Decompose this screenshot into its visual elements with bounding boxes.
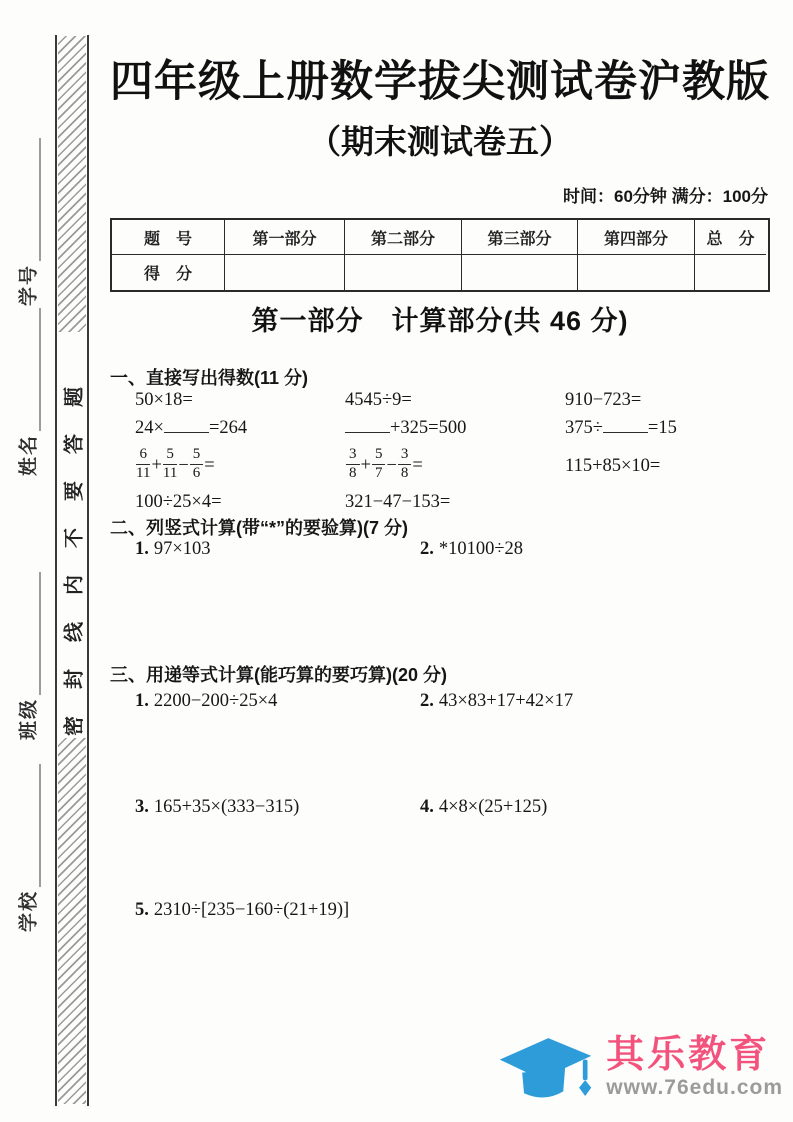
- score-row-label: 得 分: [112, 255, 225, 290]
- class-label: 班级: [18, 697, 40, 740]
- problem-expression: *10100÷28: [438, 539, 524, 559]
- student-number-label: 学号: [18, 263, 40, 306]
- name-field: [14, 308, 41, 476]
- mental-math-problem: 115+85×10=: [565, 456, 661, 476]
- column-calc-problem: [420, 539, 523, 560]
- problem-number: 5.: [135, 900, 149, 920]
- stepwise-calc-problem: [420, 797, 547, 818]
- section2-heading: 二、列竖式计算(带“*”的要验算)(7 分): [110, 518, 408, 538]
- score-cell-part1: [225, 255, 345, 290]
- problem-expression: 4×8×(25+125): [438, 797, 548, 817]
- fraction: $\frac{6}{11}$: [136, 446, 151, 481]
- score-table-header-part1: 第一部分: [225, 220, 345, 255]
- mental-math-problem: 4545÷9=: [345, 390, 412, 410]
- mental-math-problem: 910−723=: [565, 390, 642, 410]
- seal-hatch-top: [58, 36, 86, 332]
- page-title: 四年级上册数学拔尖测试卷沪教版: [110, 58, 770, 106]
- stepwise-calc-problem: [135, 797, 299, 818]
- problem-number: 3.: [135, 797, 149, 817]
- mental-math-problem: 375÷ =15: [565, 418, 677, 438]
- problem-number: 2.: [420, 691, 434, 711]
- problem-number: 2.: [420, 539, 434, 559]
- score-cell-part4: [578, 255, 695, 290]
- graduation-cap-icon: [493, 1026, 598, 1110]
- seal-hatch-bottom: [58, 738, 86, 1104]
- problem-expression: 97×103: [153, 539, 211, 559]
- score-table-header-part3: 第三部分: [462, 220, 578, 255]
- problem-expression: 2200−200÷25×4: [153, 691, 278, 711]
- school-field: [14, 764, 41, 932]
- fraction: $\frac{3}{8}$: [346, 447, 360, 482]
- fraction: $\frac{3}{8}$: [398, 447, 412, 482]
- student-number-blank: [40, 138, 41, 261]
- score-cell-part2: [345, 255, 462, 290]
- answer-blank: [603, 431, 648, 433]
- score-table-header-question: 题 号: [112, 220, 225, 255]
- school-label: 学校: [18, 889, 40, 932]
- answer-blank: [345, 431, 390, 433]
- seal-line-right: [87, 35, 89, 1106]
- problem-number: 1.: [135, 691, 149, 711]
- stepwise-calc-problem: [135, 691, 277, 712]
- column-calc-problem: [135, 539, 211, 560]
- section3-heading: 三、用递等式计算(能巧算的要巧算)(20 分): [110, 665, 447, 685]
- brand-url: www.76edu.com: [606, 1075, 783, 1099]
- name-blank: [40, 308, 41, 431]
- score-table: [110, 218, 770, 292]
- score-cell-part3: [462, 255, 578, 290]
- fraction: $\frac{5}{11}$: [162, 446, 178, 481]
- publisher-logo: [493, 1026, 783, 1110]
- mental-math-problem: $\frac{3}{8}$ + $\frac{5}{7}$ − $\frac{3}{8}$ =: [345, 449, 423, 484]
- answer-blank: [164, 431, 209, 433]
- class-blank: [40, 572, 41, 695]
- stepwise-calc-problem: [420, 691, 573, 712]
- score-cell-total: [695, 255, 766, 290]
- page-subtitle: （期末测试卷五）: [308, 123, 572, 160]
- score-table-header-total: 总 分: [695, 220, 766, 255]
- section1-heading: 一、直接写出得数(11 分): [110, 368, 309, 388]
- score-table-header-part2: 第二部分: [345, 220, 462, 255]
- score-table-header-part4: 第四部分: [578, 220, 695, 255]
- mental-math-problem: 24× =264: [135, 418, 248, 438]
- problem-expression: 43×83+17+42×17: [438, 691, 574, 711]
- stepwise-calc-problem: [135, 900, 349, 921]
- mental-math-problem: $\frac{6}{11}$ + $\frac{5}{11}$ − $\frac{5}{6}$ =: [136, 446, 215, 481]
- mental-math-problem: +325=500: [345, 418, 466, 439]
- brand-name: 其乐教育: [606, 1034, 771, 1077]
- problem-expression: 2310÷[235−160÷(21+19)]: [153, 900, 350, 920]
- part1-title: 第一部分 计算部分(共 46 分): [251, 306, 629, 336]
- fraction: $\frac{5}{7}$: [372, 447, 386, 482]
- name-label: 姓名: [18, 433, 40, 476]
- mental-math-problem: 50×18=: [135, 390, 193, 410]
- fraction: $\frac{5}{6}$: [190, 447, 204, 482]
- student-number-field: [14, 138, 41, 306]
- time-and-score-info: 时间：60分钟 满分：100分: [563, 187, 768, 206]
- mental-math-problem: 100÷25×4=: [135, 492, 222, 512]
- mental-math-problem: 321−47−153=: [345, 492, 451, 512]
- school-blank: [40, 764, 41, 887]
- class-field: [14, 572, 41, 740]
- problem-number: 4.: [420, 797, 434, 817]
- problem-number: 1.: [135, 539, 149, 559]
- problem-expression: 165+35×(333−315): [153, 797, 300, 817]
- seal-warning-text: 密封线内不要答题: [63, 360, 86, 736]
